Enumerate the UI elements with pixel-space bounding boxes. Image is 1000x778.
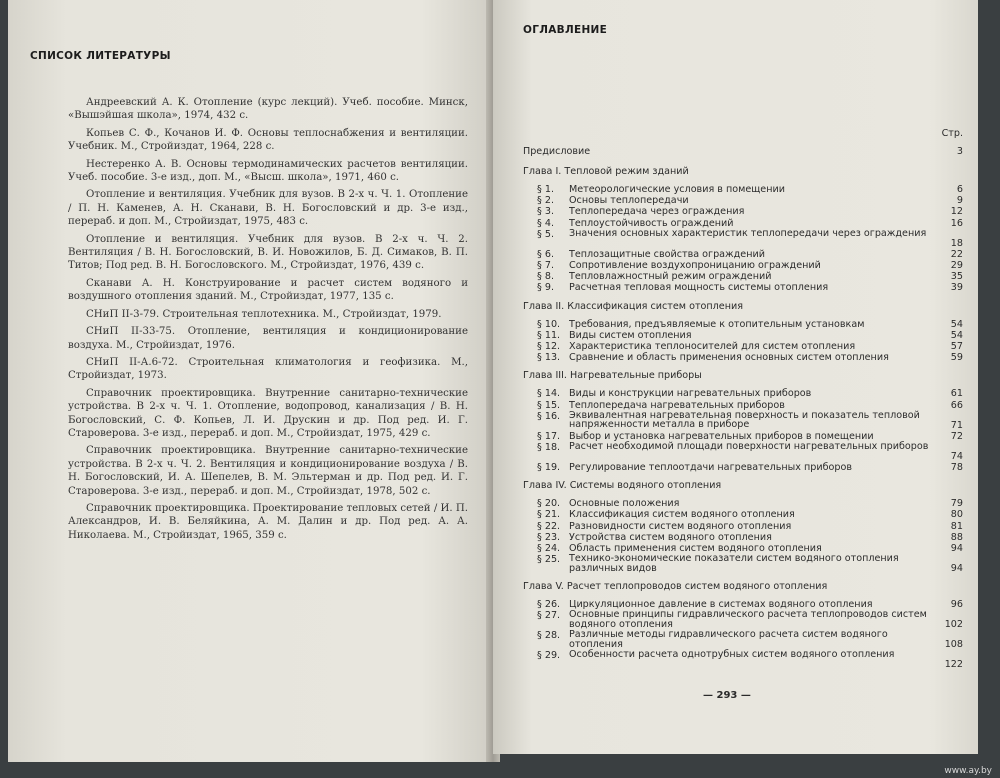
chapter-label: Глава I. Тепловой режим зданий [523, 166, 689, 177]
reference-entry: Справочник проектировщика. Внутренние санитарно-технические устройства. В 2-х ч. Ч. 2. Вентиляция и кондиционирование воздуха / В. Н. Богословский, И. А. Шепелев, В. М. Эльтерман и др. Под ред. И. Г. Староверова. 3-е изд., перераб. и доп. М., Стройиздат, 1978, 502 с. [68, 445, 468, 497]
toc-chapter-row [523, 370, 963, 382]
section-number: § 5. [537, 228, 554, 240]
toc-section-row [523, 271, 963, 283]
section-number: § 7. [537, 260, 554, 271]
section-title: Разновидности систем водяного отопления [569, 520, 792, 532]
section-number: § 13. [537, 352, 561, 364]
section-page: 66 [950, 399, 963, 411]
section-title: Расчет необходимой площади поверхности нагревательных приборов [569, 441, 929, 452]
section-title: Теплоустойчивость ограждений [569, 217, 734, 229]
section-number: § 3. [537, 206, 554, 218]
section-number: § 24. [537, 543, 561, 554]
section-number: § 29. [537, 650, 561, 662]
section-page: 79 [950, 498, 963, 510]
section-number: § 6. [537, 248, 554, 260]
references-list [68, 96, 468, 546]
section-number: § 20. [537, 498, 561, 510]
toc-section-row [523, 650, 963, 670]
toc-heading: ОГЛАВЛЕНИЕ [523, 24, 608, 36]
toc-section-row [523, 442, 963, 462]
page-number: — 293 — [703, 690, 751, 701]
section-number: § 11. [537, 329, 561, 341]
section-page: 81 [950, 520, 963, 532]
section-title: Сравнение и область применения основных систем отопления [569, 352, 889, 364]
section-number: § 4. [537, 217, 554, 229]
section-title: Эквивалентная нагревательная поверхность и показатель тепловой напряженности металла в приборе [569, 409, 920, 431]
section-page: 59 [950, 352, 963, 364]
reference-entry: Справочник проектировщика. Проектирование тепловых сетей / И. П. Александров, И. В. Беляйкина, А. М. Далин и др. Под ред. А. А. Николаева. М., Стройиздат, 1965, 359 с. [68, 502, 468, 541]
toc-section-row [523, 509, 963, 521]
section-number: § 8. [537, 271, 554, 283]
toc-section-row [523, 319, 963, 331]
chapter-label: Глава IV. Системы водяного отопления [523, 480, 722, 492]
reference-entry: Андреевский А. К. Отопление (курс лекций). Учеб. пособие. Минск, «Вышэйшая школа», 1974, 432 с. [68, 97, 468, 122]
section-title: Сопротивление воздухопроницанию ограждений [569, 260, 821, 271]
toc-chapter-row [523, 480, 963, 492]
page-column-label: Стр. [941, 128, 963, 139]
section-title: Основные принципы гидравлического расчета теплопроводов систем водяного отопления [569, 609, 927, 630]
toc-section-row [523, 229, 963, 249]
toc-section-row [523, 282, 963, 294]
section-page: 57 [950, 341, 963, 352]
section-title: Характеристика теплоносителей для систем отопления [569, 341, 856, 352]
section-title: Теплопередача через ограждения [569, 206, 745, 218]
section-page: 71 [950, 419, 963, 431]
section-title: Регулирование теплоотдачи нагревательных приборов [569, 462, 852, 473]
section-title: Значения основных характеристик теплопередачи через ограждения [569, 227, 927, 239]
section-page: 72 [950, 430, 963, 442]
section-title: Виды и конструкции нагревательных приборов [569, 388, 812, 400]
right-page [493, 0, 978, 754]
section-page: 35 [950, 271, 963, 283]
section-title: Основные положения [569, 498, 680, 510]
section-page: 16 [950, 217, 963, 229]
preface-title: Предисловие [523, 146, 591, 157]
references-heading: СПИСОК ЛИТЕРАТУРЫ [30, 50, 171, 62]
section-page: 122 [944, 659, 963, 671]
section-number: § 22. [537, 520, 561, 532]
section-title: Основы теплопередачи [569, 195, 689, 207]
section-page: 96 [950, 599, 963, 611]
section-page: 54 [950, 318, 963, 330]
toc-section-row [523, 388, 963, 400]
toc-section-row [523, 532, 963, 544]
section-page: 88 [950, 531, 963, 543]
reference-entry: Отопление и вентиляция. Учебник для вузов. В 2-х ч. Ч. 2. Вентиляция / В. Н. Богословский, В. И. Новожилов, Б. Д. Симаков, В. П. Титов; Под ред. В. Н. Богословского. М., Стройиздат, 1976, 439 с. [68, 233, 468, 272]
left-page [8, 0, 494, 762]
toc-section-row [523, 330, 963, 342]
section-title: Тепловлажностный режим ограждений [569, 271, 772, 283]
toc-section-row [523, 195, 963, 207]
section-page: 9 [956, 195, 963, 207]
section-number: § 19. [537, 462, 561, 473]
section-number: § 18. [537, 442, 561, 453]
section-title: Особенности расчета однотрубных систем водяного отопления [569, 649, 895, 661]
section-title: Теплозащитные свойства ограждений [569, 248, 765, 260]
section-number: § 28. [537, 630, 561, 642]
reference-entry: СНиП II-А.6-72. Строительная климатология и геофизика. М., Стройиздат, 1973. [68, 356, 468, 382]
section-title: Область применения систем водяного отопления [569, 543, 822, 554]
section-page: 18 [950, 237, 963, 249]
section-title: Требования, предъявляемые к отопительным установкам [569, 318, 865, 330]
section-number: § 12. [537, 341, 561, 352]
section-page: 12 [950, 206, 963, 218]
section-number: § 21. [537, 509, 561, 521]
reference-entry: СНиП II-3-79. Строительная теплотехника. М., Стройиздат, 1979. [86, 308, 442, 320]
section-page: 39 [950, 282, 963, 294]
chapter-label: Глава III. Нагревательные приборы [523, 370, 702, 382]
section-title: Различные методы гидравлического расчета систем водяного отопления [569, 629, 888, 650]
section-page: 22 [950, 248, 963, 260]
reference-entry: Отопление и вентиляция. Учебник для вузов. В 2-х ч. Ч. 1. Отопление / П. Н. Каменев, А. Н. Сканави, В. Н. Богословский и др. 3-е изд., перераб. и доп. М., Стройиздат, 1975, 483 с. [68, 189, 468, 228]
watermark-text: www.ay.by [944, 766, 992, 776]
section-number: § 26. [537, 599, 561, 611]
toc-section-row [523, 352, 963, 364]
section-number: § 17. [537, 430, 561, 442]
toc-section-row [523, 249, 963, 261]
toc-section-row [523, 206, 963, 218]
preface-page: 3 [956, 146, 963, 157]
section-number: § 25. [537, 554, 561, 566]
reference-entry: СНиП II-33-75. Отопление, вентиляция и кондиционирование воздуха. М., Стройиздат, 1976. [68, 326, 468, 351]
toc-section-row [523, 498, 963, 510]
section-title: Расчетная тепловая мощность системы отопления [569, 282, 829, 294]
toc-section-row [523, 554, 963, 574]
section-page: 61 [950, 388, 963, 400]
section-number: § 27. [537, 610, 561, 622]
section-page: 29 [950, 260, 963, 271]
section-page: 102 [944, 619, 963, 631]
section-title: Выбор и установка нагревательных приборов в помещении [569, 430, 874, 442]
chapter-label: Глава II. Классификация систем отопления [523, 300, 743, 312]
section-title: Циркуляционное давление в системах водяного отопления [569, 599, 873, 611]
toc-section-row [523, 260, 963, 272]
section-page: 94 [950, 563, 963, 575]
toc-section-row [523, 184, 963, 196]
section-page: 6 [956, 184, 963, 195]
toc-chapter-row [523, 301, 963, 313]
section-number: § 23. [537, 531, 561, 543]
section-title: Классификация систем водяного отопления [569, 509, 795, 521]
section-number: § 1. [537, 184, 554, 195]
toc-section-row [523, 521, 963, 533]
toc-chapter-row [523, 166, 963, 178]
toc-section-row [523, 630, 963, 650]
section-page: 94 [950, 543, 963, 554]
reference-entry: Нестеренко А. В. Основы термодинамических расчетов вентиляции. Учеб. пособие. 3-е изд., доп. М., «Высш. школа», 1971, 460 с. [68, 158, 468, 184]
section-page: 54 [950, 329, 963, 341]
section-number: § 16. [537, 410, 561, 422]
toc-preface-row [523, 146, 963, 158]
section-page: 78 [950, 462, 963, 473]
toc-section-row [523, 341, 963, 353]
reference-entry: Справочник проектировщика. Внутренние санитарно-технические устройства. В 2-х ч. Ч. 1. Отопление, водопровод, канализация / В. Н. Богословский, С. Ф. Копьев, Л. И. Друскин и др. Под ред. И. Г. Староверова. 3-е изд., перераб. и доп. М., Стройиздат, 1975, 429 с. [68, 387, 468, 439]
section-number: § 14. [537, 388, 561, 400]
section-title: Метеорологические условия в помещении [569, 184, 785, 195]
toc-section-row [523, 411, 963, 431]
section-page: 74 [950, 451, 963, 462]
section-title: Устройства систем водяного отопления [569, 531, 772, 543]
section-number: § 10. [537, 318, 561, 330]
reference-entry: Сканави А. Н. Конструирование и расчет систем водяного и воздушного отопления зданий. М., Стройиздат, 1977, 135 с. [68, 277, 468, 303]
page-column-label-row [523, 128, 963, 140]
toc-section-row [523, 610, 963, 630]
reference-entry: Копьев С. Ф., Кочанов И. Ф. Основы теплоснабжения и вентиляции. Учебник. М., Стройиздат, 1964, 228 с. [68, 127, 468, 153]
section-page: 80 [950, 509, 963, 521]
section-number: § 15. [537, 399, 561, 411]
section-number: § 9. [537, 282, 554, 294]
chapter-label: Глава V. Расчет теплопроводов систем водяного отопления [523, 581, 828, 593]
section-page: 108 [944, 639, 963, 651]
section-title: Технико-экономические показатели систем водяного отопления различных видов [569, 553, 899, 574]
toc-section-row [523, 462, 963, 474]
toc-chapter-row [523, 581, 963, 593]
section-title: Виды систем отопления [569, 329, 692, 341]
section-number: § 2. [537, 195, 554, 207]
section-title: Теплопередача нагревательных приборов [569, 399, 785, 411]
